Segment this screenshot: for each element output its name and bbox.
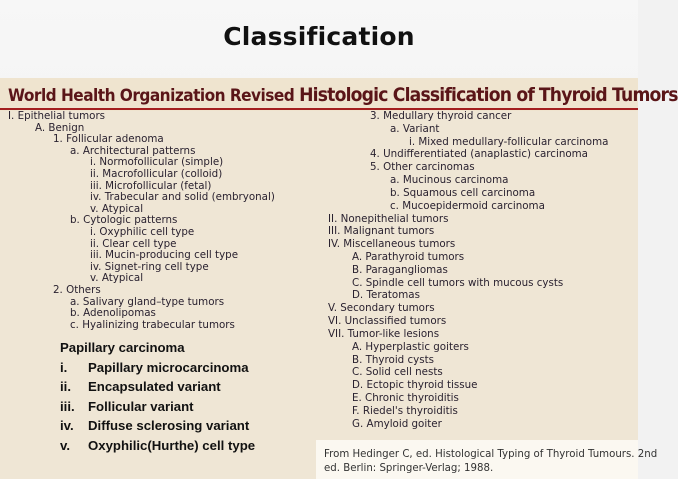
source-line-1: From Hedinger C, ed. Histological Typing of Thyroid Tumours. 2nd	[324, 449, 658, 460]
papillary-item: v. Oxyphilic(Hurthe) cell type	[60, 438, 256, 453]
outline-line: V. Secondary tumors	[328, 302, 435, 315]
outline-line: III. Malignant tumors	[328, 225, 435, 238]
outline-line: E. Chronic thyroiditis	[352, 392, 459, 405]
outline-line: b. Cytologic patterns	[70, 214, 178, 227]
outline-line: VI. Unclassified tumors	[328, 315, 447, 328]
source-line-2: ed. Berlin: Springer-Verlag; 1988.	[324, 463, 494, 474]
outline-line: i. Oxyphilic cell type	[90, 226, 195, 238]
outline-line: A. Benign	[35, 121, 85, 134]
outline-line: b. Adenolipomas	[70, 307, 156, 320]
outline-line: iii. Mucin-producing cell type	[90, 249, 239, 262]
banner-title	[8, 84, 678, 106]
outline-line: C. Solid cell nests	[352, 366, 443, 379]
papillary-heading: Papillary carcinoma	[60, 340, 185, 355]
papillary-item: i. Papillary microcarcinoma	[60, 360, 249, 375]
outline-line: i. Mixed medullary-follicular carcinoma	[409, 135, 609, 148]
outline-line: B. Paragangliomas	[352, 263, 448, 276]
outline-line: A. Parathyroid tumors	[352, 251, 465, 264]
outline-line: 5. Other carcinomas	[370, 161, 475, 174]
outline-line: 1. Follicular adenoma	[53, 133, 164, 146]
banner-part-3: Thyroid Tumors	[538, 84, 678, 106]
outline-line: a. Architectural patterns	[70, 144, 196, 157]
outline-line: I. Epithelial tumors	[8, 110, 106, 122]
table-banner	[0, 78, 678, 111]
outline-line: v. Atypical	[90, 272, 144, 285]
outline-line: c. Mucoepidermoid carcinoma	[390, 199, 545, 212]
outline-line: ii. Clear cell type	[90, 237, 177, 250]
banner-part-2: Histologic Classification of	[299, 84, 535, 106]
outline-line: B. Thyroid cysts	[352, 353, 435, 366]
outline-line: c. Hyalinizing trabecular tumors	[70, 318, 235, 331]
outline-line: iv. Trabecular and solid (embryonal)	[90, 191, 275, 204]
outline-line: ii. Macrofollicular (colloid)	[90, 168, 223, 180]
papillary-item: iii. Follicular variant	[60, 399, 194, 414]
source-citation	[316, 440, 658, 479]
outline-line: 4. Undifferentiated (anaplastic) carcinoma	[370, 148, 588, 161]
outline-line: A. Hyperplastic goiters	[352, 340, 469, 353]
outline-line: a. Mucinous carcinoma	[390, 174, 509, 187]
outline-line: II. Nonepithelial tumors	[328, 212, 449, 225]
papillary-item: ii. Encapsulated variant	[60, 379, 221, 394]
papillary-item: iv. Diffuse sclerosing variant	[60, 418, 250, 433]
outline-line: b. Squamous cell carcinoma	[390, 186, 536, 199]
outline-line: VII. Tumor-like lesions	[328, 327, 440, 340]
outline-line: a. Variant	[390, 122, 440, 135]
outline-line: i. Normofollicular (simple)	[90, 156, 224, 169]
outline-line: IV. Miscellaneous tumors	[328, 238, 456, 251]
outline-line: v. Atypical	[90, 202, 144, 215]
slide-title: Classification	[223, 22, 415, 51]
outline-line: G. Amyloid goiter	[352, 417, 442, 430]
outline-line: 3. Medullary thyroid cancer	[370, 110, 512, 122]
banner-part-1: World Health Organization Revised	[8, 86, 295, 106]
outline-line: D. Teratomas	[352, 289, 420, 302]
outline-line: a. Salivary gland–type tumors	[70, 295, 225, 308]
outline-line: C. Spindle cell tumors with mucous cysts	[352, 276, 564, 289]
outline-line: D. Ectopic thyroid tissue	[352, 379, 478, 392]
outline-line: iii. Microfollicular (fetal)	[90, 179, 212, 192]
outline-line: 2. Others	[53, 284, 101, 296]
outline-line: F. Riedel's thyroiditis	[352, 404, 458, 417]
outline-line: iv. Signet-ring cell type	[90, 260, 209, 273]
